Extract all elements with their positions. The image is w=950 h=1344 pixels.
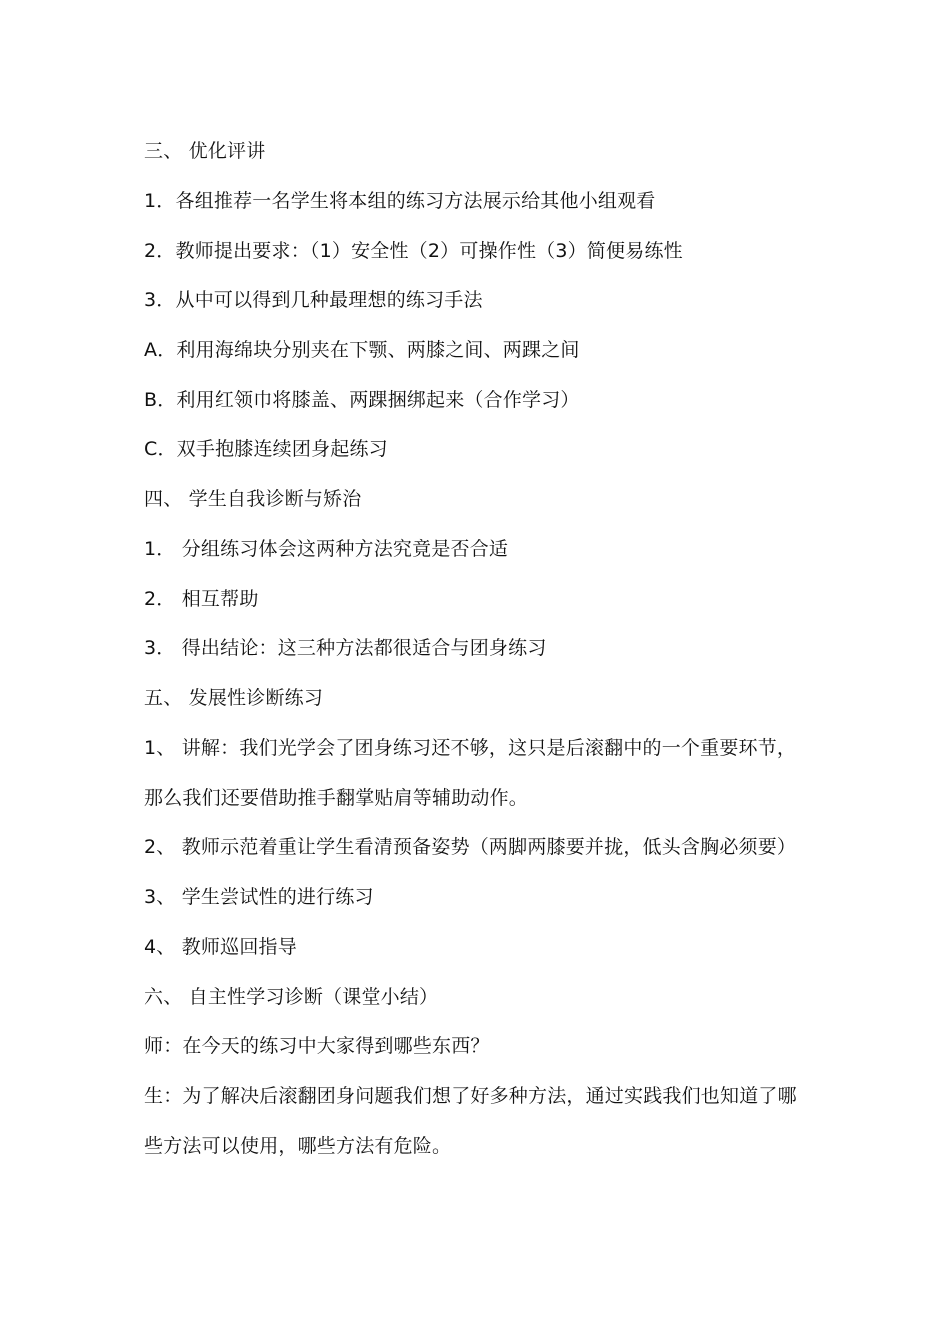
text-line: 1、 讲解：我们光学会了团身练习还不够，这只是后滚翻中的一个重要环节， (144, 737, 797, 759)
text-line: 2． 相互帮助 (144, 588, 259, 610)
text-line: 4、 教师巡回指导 (144, 936, 297, 958)
text-line: 3．从中可以得到几种最理想的练习手法 (144, 289, 483, 311)
text-line: 生：为了解决后滚翻团身问题我们想了好多种方法，通过实践我们也知道了哪 (144, 1085, 797, 1107)
text-line: 2、 教师示范着重让学生看清预备姿势（两脚两膝要并拢，低头含胸必须要） (144, 836, 797, 858)
text-line: A．利用海绵块分别夹在下颚、两膝之间、两踝之间 (144, 339, 580, 361)
text-line: 那么我们还要借助推手翻掌贴肩等辅助动作。 (144, 787, 529, 809)
text-line: B．利用红领巾将膝盖、两踝捆绑起来（合作学习） (144, 389, 580, 411)
section-heading-4: 四、 学生自我诊断与矫治 (144, 488, 362, 510)
text-line: 1．各组推荐一名学生将本组的练习方法展示给其他小组观看 (144, 190, 656, 212)
text-line: 师：在今天的练习中大家得到哪些东西？ (144, 1035, 490, 1057)
section-heading-5: 五、 发展性诊断练习 (144, 687, 324, 709)
text-line: 1． 分组练习体会这两种方法究竟是否合适 (144, 538, 509, 560)
section-heading-3: 三、 优化评讲 (144, 140, 266, 162)
section-heading-6: 六、 自主性学习诊断（课堂小结） (144, 986, 439, 1008)
text-line: C．双手抱膝连续团身起练习 (144, 438, 388, 460)
text-line: 3、 学生尝试性的进行练习 (144, 886, 374, 908)
text-line: 些方法可以使用，哪些方法有危险。 (144, 1135, 452, 1157)
text-line: 2．教师提出要求：（1）安全性（2）可操作性（3）简便易练性 (144, 240, 683, 262)
text-line: 3． 得出结论：这三种方法都很适合与团身练习 (144, 637, 547, 659)
